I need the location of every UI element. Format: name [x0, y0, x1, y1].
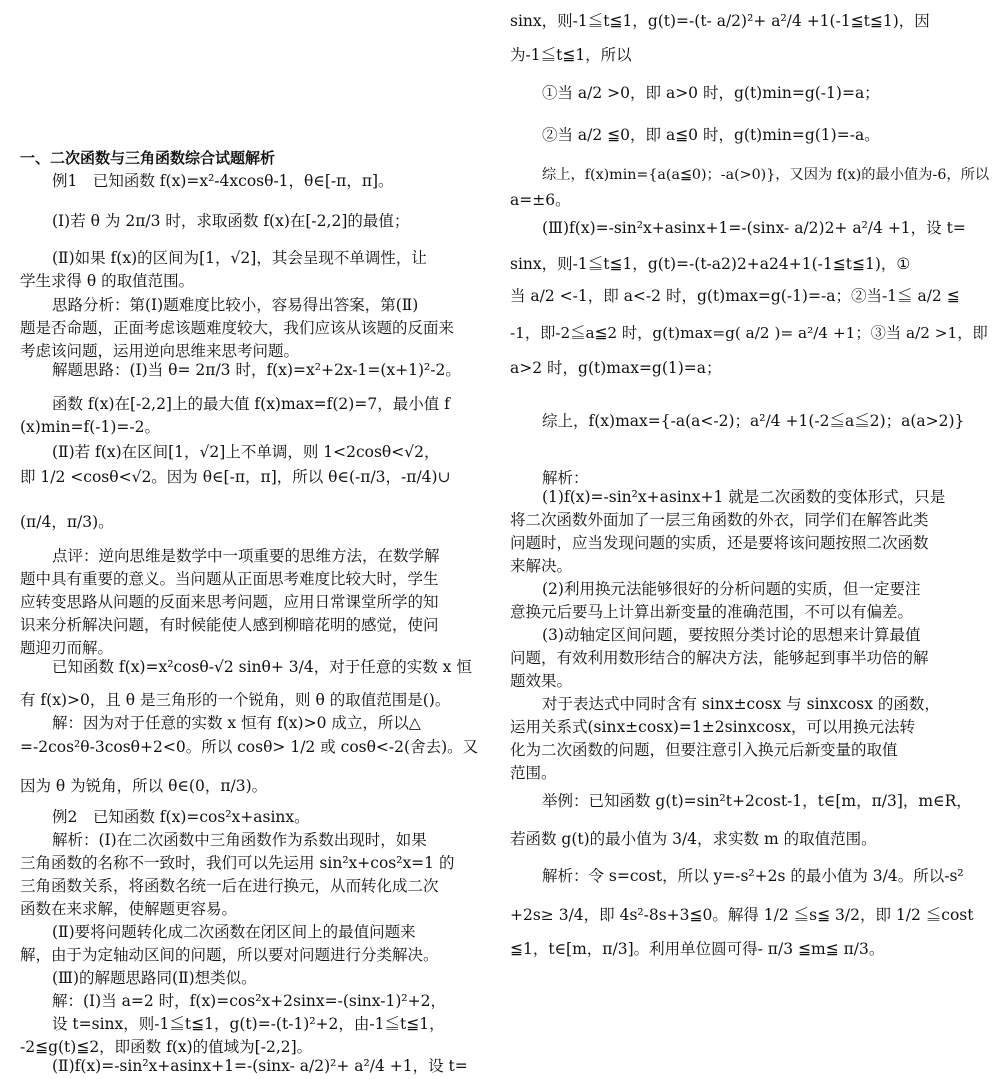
- left-text-line: (π/4，π/3)。: [20, 513, 114, 531]
- right-text-line: a=±6。: [510, 191, 571, 209]
- left-text-line: 应转变思路从问题的反面来思考问题，应用日常课堂所学的知: [20, 593, 439, 611]
- left-text-line: 例1 已知函数 f(x)=x²-4xcosθ-1，θ∈[-π，π]。: [52, 172, 394, 190]
- right-text-line: -1，即-2≦a≦2 时，g(t)max=g( a/2 )= a²/4 +1；③当 a/2 >1，即: [510, 324, 988, 342]
- right-text-line: 来解决。: [510, 557, 573, 575]
- right-text-line: (Ⅲ)f(x)=-sin²x+asinx+1=-(sinx- a/2)2+ a²/4 +1，设 t=: [542, 219, 966, 237]
- left-text-line: 解：(Ⅰ)当 a=2 时，f(x)=cos²x+2sinx=-(sinx-1)²+2，: [52, 992, 446, 1010]
- left-text-line: 点评：逆向思维是数学中一项重要的思维方法，在数学解: [52, 547, 440, 565]
- right-text-line: 若函数 g(t)的最小值为 3/4，求实数 m 的取值范围。: [510, 830, 877, 848]
- right-text-line: 题效果。: [510, 672, 573, 690]
- left-text-line: 学生求得 θ 的取值范围。: [20, 272, 195, 290]
- right-text-line: 综上，f(x)min={a(a≦0)；-a(>0)}，又因为 f(x)的最小值为-6，所以: [542, 167, 990, 183]
- right-text-line: 化为二次函数的问题，但要注意引入换元后新变量的取值: [510, 741, 898, 759]
- left-text-line: 函数 f(x)在[-2,2]上的最大值 f(x)max=f(2)=7，最小值 f: [52, 395, 450, 413]
- right-text-line: 运用关系式(sinx±cosx)=1±2sinxcosx，可以用换元法转: [510, 718, 915, 736]
- right-text-line: (1)f(x)=-sin²x+asinx+1 就是二次函数的变体形式，只是: [542, 488, 946, 506]
- right-text-line: a>2 时，g(t)max=g(1)=a；: [510, 359, 722, 377]
- right-text-line: 综上，f(x)max={-a(a<-2)；a²/4 +1(-2≦a≦2)；a(a>2)}: [542, 412, 965, 430]
- right-text-line: (2)利用换元法能够很好的分析问题的实质，但一定要注: [542, 580, 921, 598]
- right-text-line: 将二次函数外面加了一层三角函数的外衣，同学们在解答此类: [510, 511, 929, 529]
- right-text-line: 对于表达式中同时含有 sinx±cosx 与 sinxcosx 的函数，: [542, 695, 940, 713]
- right-text-line: 为-1≦t≦1，所以: [510, 46, 632, 64]
- right-text-line: ≦1，t∈[m，π/3]。利用单位圆可得- π/3 ≦m≦ π/3。: [510, 940, 885, 958]
- right-text-line: 范围。: [510, 764, 557, 782]
- left-text-line: 题中具有重要的意义。当问题从正面思考难度比较大时，学生: [20, 570, 439, 588]
- left-text-line: 例2 已知函数 f(x)=cos²x+asinx。: [52, 808, 310, 826]
- right-text-line: ②当 a/2 ≦0，即 a≦0 时，g(t)min=g(1)=-a。: [542, 126, 880, 144]
- left-text-line: 已知函数 f(x)=x²cosθ-√2 sinθ+ 3/4，对于任意的实数 x 恒: [52, 658, 472, 676]
- right-text-line: sinx，则-1≦t≦1，g(t)=-(t- a/2)²+ a²/4 +1(-1≦t≦1)，因: [510, 12, 930, 30]
- left-text-line: 思路分析：第(Ⅰ)题难度比较小，容易得出答案，第(Ⅱ): [52, 296, 419, 314]
- right-text-line: 问题，有效利用数形结合的解决方法，能够起到事半功倍的解: [510, 649, 929, 667]
- right-text-line: 问题时，应当发现问题的实质，还是要将该问题按照二次函数: [510, 534, 929, 552]
- right-text-line: 举例：已知函数 g(t)=sin²t+2cost-1，t∈[m，π/3]，m∈R，: [542, 792, 972, 810]
- right-text-line: +2s≥ 3/4，即 4s²-8s+3≦0。解得 1/2 ≦s≦ 3/2，即 1/2 ≦cost: [510, 906, 974, 924]
- left-text-line: (x)min=f(-1)=-2。: [20, 418, 160, 436]
- left-text-line: 题是否命题，正面考虑该题难度较大，我们应该从该题的反面来: [20, 319, 455, 337]
- left-text-line: 一、二次函数与三角函数综合试题解析: [20, 149, 276, 167]
- left-text-line: 识来分析解决问题，有时候能使人感到柳暗花明的感觉，使问: [20, 616, 439, 634]
- left-text-line: 有 f(x)>0，且 θ 是三角形的一个锐角，则 θ 的取值范围是()。: [20, 691, 451, 709]
- left-text-line: (Ⅱ)f(x)=-sin²x+asinx+1=-(sinx- a/2)²+ a²/4 +1，设 t=: [52, 1057, 468, 1075]
- right-text-line: 解析：令 s=cost，所以 y=-s²+2s 的最小值为 3/4。所以-s²: [542, 867, 964, 885]
- left-text-line: 题迎刃而解。: [20, 639, 114, 657]
- left-text-line: 解析：(Ⅰ)在二次函数中三角函数作为系数出现时，如果: [52, 831, 427, 849]
- left-text-line: 三角函数的名称不一致时，我们可以先运用 sin²x+cos²x=1 的: [20, 854, 455, 872]
- left-text-line: 解：因为对于任意的实数 x 恒有 f(x)>0 成立，所以△: [52, 714, 421, 732]
- left-text-line: 设 t=sinx，则-1≦t≦1，g(t)=-(t-1)²+2，由-1≦t≦1，: [52, 1015, 445, 1033]
- right-text-line: sinx，则-1≦t≦1，g(t)=-(t-a2)2+a24+1(-1≦t≦1)，①: [510, 255, 911, 273]
- left-text-line: (Ⅰ)若 θ 为 2π/3 时，求取函数 f(x)在[-2,2]的最值；: [52, 212, 410, 230]
- left-text-line: -2≦g(t)≦2，即函数 f(x)的值域为[-2,2]。: [20, 1038, 313, 1056]
- left-text-line: =-2cos²θ-3cosθ+2<0。所以 cosθ> 1/2 或 cosθ<-2(舍去)。又: [20, 738, 479, 756]
- left-text-line: (Ⅱ)若 f(x)在区间[1，√2]上不单调，则 1<2cosθ<√2，: [52, 443, 440, 461]
- left-text-line: 解题思路：(Ⅰ)当 θ= 2π/3 时，f(x)=x²+2x-1=(x+1)²-2。: [52, 361, 461, 379]
- left-text-line: (Ⅲ)的解题思路同(Ⅱ)想类似。: [52, 969, 257, 987]
- left-text-line: (Ⅱ)要将问题转化成二次函数在闭区间上的最值问题来: [52, 923, 416, 941]
- left-text-line: 即 1/2 <cosθ<√2。因为 θ∈[-π，π]，所以 θ∈(-π/3，-π/4)∪: [20, 468, 451, 486]
- left-text-line: 解，由于为定轴动区间的问题，所以要对问题进行分类解决。: [20, 946, 439, 964]
- right-text-line: (3)动轴定区间问题，要按照分类讨论的思想来计算最值: [542, 626, 921, 644]
- left-text-line: 函数在来求解，使解题更容易。: [20, 900, 238, 918]
- right-text-line: 解析：: [542, 469, 589, 487]
- right-text-line: 当 a/2 <-1，即 a<-2 时，g(t)max=g(-1)=-a；②当-1≦ a/2 ≦: [510, 287, 960, 305]
- left-text-line: 考虑该问题，运用逆向思维来思考问题。: [20, 342, 300, 360]
- right-text-line: ①当 a/2 >0，即 a>0 时，g(t)min=g(-1)=a；: [542, 84, 880, 102]
- left-text-line: (Ⅱ)如果 f(x)的区间为[1，√2]，其会呈现不单调性，让: [52, 249, 427, 267]
- left-text-line: 因为 θ 为锐角，所以 θ∈(0，π/3)。: [20, 777, 268, 795]
- right-text-line: 意换元后要马上计算出新变量的准确范围，不可以有偏差。: [510, 603, 914, 621]
- left-text-line: 三角函数关系，将函数名统一后在进行换元，从而转化成二次: [20, 877, 439, 895]
